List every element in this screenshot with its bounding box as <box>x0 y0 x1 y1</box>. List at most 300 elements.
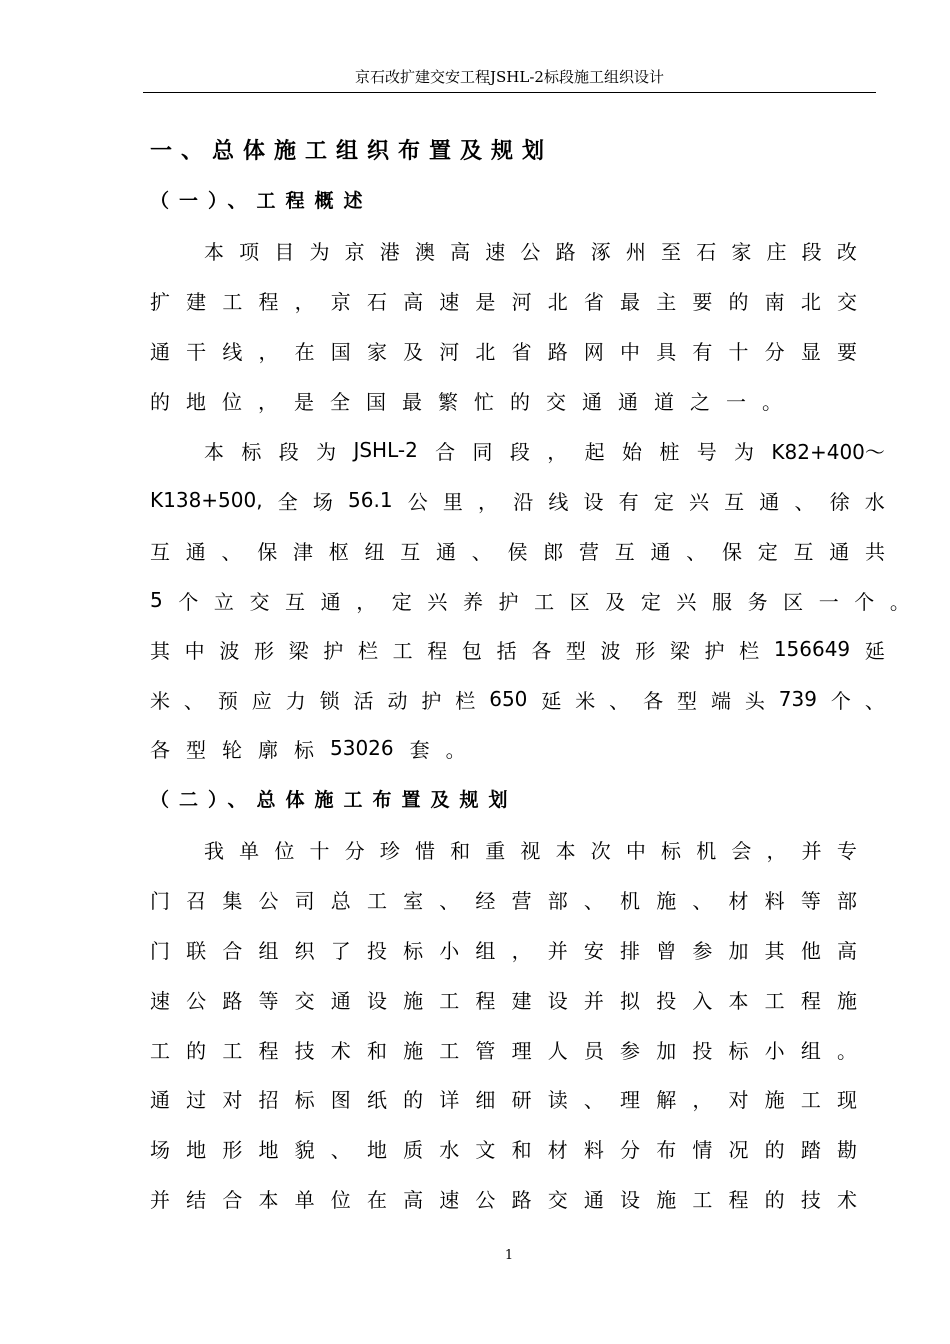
text-token: 轮 <box>222 737 242 762</box>
text-token: 对 <box>222 1087 243 1112</box>
text-token: 合 <box>222 1187 243 1212</box>
text-token: 场 <box>150 1137 170 1162</box>
text-token: 桩 <box>659 439 680 464</box>
text-token: 端 <box>710 688 731 713</box>
text-token: 研 <box>511 1087 532 1112</box>
text-token: 高 <box>403 1187 424 1212</box>
text-token: 施 <box>403 988 424 1013</box>
text-token: 53026 <box>330 736 394 760</box>
text-token: 的 <box>728 289 749 314</box>
text-token: 程 <box>475 988 496 1013</box>
text-token: 北 <box>800 289 821 314</box>
text-token: 招 <box>258 1087 279 1112</box>
page-number: 1 <box>504 1248 514 1263</box>
text-token: 我 <box>204 838 224 863</box>
text-token: 速 <box>150 988 170 1013</box>
text-token: 立 <box>213 589 234 614</box>
text-token: 通 <box>829 539 850 564</box>
text-token: 工 <box>366 888 387 913</box>
text-token: 徐 <box>829 489 850 514</box>
text-token: 国 <box>366 389 386 414</box>
text-token: 标 <box>403 938 424 963</box>
text-token: 中 <box>184 638 205 663</box>
text-token: 工 <box>150 1038 170 1063</box>
text-token: 区 <box>783 589 804 614</box>
text-token: 布 <box>656 1137 677 1162</box>
text-token: 十 <box>728 339 749 364</box>
text-token: 理 <box>511 1038 532 1063</box>
text-token: 对 <box>728 1087 749 1112</box>
text-token: 地 <box>258 1137 279 1162</box>
text-token: 护 <box>323 638 344 663</box>
text-token: 梁 <box>288 638 309 663</box>
text-token: 型 <box>186 737 206 762</box>
text-token: 具 <box>656 339 677 364</box>
text-token: 网 <box>583 339 604 364</box>
paragraph-line <box>150 634 885 664</box>
text-token: ， <box>294 289 315 314</box>
text-token: 并 <box>801 838 822 863</box>
text-token: 定 <box>757 539 778 564</box>
text-token: 通 <box>759 489 780 514</box>
text-token: 通 <box>650 539 671 564</box>
text-token: 标 <box>294 737 314 762</box>
text-token: 务 <box>747 589 768 614</box>
text-token: 况 <box>728 1137 749 1162</box>
text-token: 读 <box>547 1087 568 1112</box>
text-token: 套 <box>409 737 430 762</box>
paragraph-line <box>150 485 885 515</box>
text-token: 织 <box>294 938 315 963</box>
text-token: 的 <box>186 1038 207 1063</box>
text-token: 、 <box>183 688 204 713</box>
text-token: ， <box>692 1087 713 1112</box>
text-token: 要 <box>836 339 857 364</box>
text-token: 应 <box>251 688 272 713</box>
text-token: ， <box>547 439 568 464</box>
paragraph-line <box>150 285 857 315</box>
paragraph-line <box>150 1083 857 1113</box>
text-token: 标 <box>294 1087 315 1112</box>
text-token: 要 <box>692 289 713 314</box>
text-token: 了 <box>330 938 351 963</box>
text-token: 工 <box>222 289 243 314</box>
text-token: 护 <box>421 688 442 713</box>
text-token: 在 <box>366 1187 387 1212</box>
text-token: 改 <box>836 239 857 264</box>
text-token: 为 <box>316 439 337 464</box>
text-token: 河 <box>439 339 460 364</box>
text-token: 貌 <box>294 1137 315 1162</box>
text-token: 图 <box>330 1087 351 1112</box>
text-token: ， <box>766 838 787 863</box>
text-token: 工 <box>534 589 555 614</box>
text-token: 、 <box>794 489 815 514</box>
text-token: 机 <box>696 838 717 863</box>
text-token: 工 <box>692 1187 713 1212</box>
text-token: 料 <box>583 1137 604 1162</box>
text-token: 沿 <box>513 489 534 514</box>
text-token: 材 <box>728 888 749 913</box>
text-token: 。 <box>445 737 466 762</box>
text-token: 定 <box>391 589 412 614</box>
text-token: 公 <box>520 239 541 264</box>
text-token: 施 <box>656 888 677 913</box>
text-token: 及 <box>403 339 424 364</box>
text-token: 解 <box>656 1087 677 1112</box>
text-token: 公 <box>475 1187 496 1212</box>
text-token: 管 <box>475 1038 496 1063</box>
paragraph-line <box>150 1183 857 1213</box>
text-token: 梁 <box>669 638 690 663</box>
text-token: 的 <box>764 1137 785 1162</box>
text-token: 踏 <box>800 1137 821 1162</box>
text-token: 勘 <box>836 1137 857 1162</box>
text-token: 干 <box>186 339 207 364</box>
text-token: 侯 <box>507 539 528 564</box>
text-token: 工 <box>439 1038 460 1063</box>
text-token: 分 <box>764 339 785 364</box>
text-token: 位 <box>330 1187 351 1212</box>
text-token: 工 <box>800 1087 821 1112</box>
text-token: 涿 <box>590 239 611 264</box>
text-token: 投 <box>656 988 677 1013</box>
text-token: 加 <box>728 938 749 963</box>
text-token: 本 <box>728 988 749 1013</box>
text-token: 纸 <box>366 1087 387 1112</box>
text-token: 栏 <box>455 688 476 713</box>
text-token: 营 <box>579 539 599 564</box>
text-token: 营 <box>511 888 532 913</box>
text-token: 通 <box>330 988 351 1013</box>
text-token: 排 <box>620 938 641 963</box>
text-token: 细 <box>475 1087 496 1112</box>
text-token: 并 <box>150 1187 170 1212</box>
text-token: 投 <box>366 938 387 963</box>
text-token: 技 <box>294 1038 315 1063</box>
text-token: 程 <box>728 1187 749 1212</box>
text-token: 经 <box>475 888 496 913</box>
text-token: 并 <box>583 988 604 1013</box>
text-token: 互 <box>150 539 170 564</box>
paragraph-line <box>150 934 857 964</box>
text-token: 速 <box>439 1187 460 1212</box>
paragraph-line <box>150 335 857 365</box>
text-token: 和 <box>366 1038 387 1063</box>
text-token: 之 <box>690 389 710 414</box>
text-token: 项 <box>239 239 260 264</box>
paragraph-line <box>150 984 857 1014</box>
text-token: 至 <box>661 239 682 264</box>
text-token: 动 <box>387 688 408 713</box>
text-token: 国 <box>330 339 351 364</box>
text-token: 是 <box>294 389 314 414</box>
text-token: K82+400～ <box>771 439 885 464</box>
text-token: 视 <box>520 838 541 863</box>
text-token: ， <box>258 389 278 414</box>
text-token: 港 <box>379 239 400 264</box>
text-token: 始 <box>621 439 642 464</box>
text-token: 扩 <box>150 289 170 314</box>
text-token: 公 <box>186 988 207 1013</box>
text-token: 家 <box>366 339 387 364</box>
text-token: 最 <box>620 289 641 314</box>
text-token: 有 <box>692 339 713 364</box>
text-token: 文 <box>475 1137 496 1162</box>
text-token: 质 <box>403 1137 424 1162</box>
text-token: 波 <box>600 638 621 663</box>
text-token: 、 <box>471 539 492 564</box>
text-token: 力 <box>285 688 306 713</box>
text-token: 156649 <box>773 637 851 661</box>
text-token: 。 <box>836 1038 857 1063</box>
text-token: 石 <box>366 289 387 314</box>
paragraph-line <box>204 435 885 465</box>
text-token: 公 <box>258 888 279 913</box>
text-token: 详 <box>439 1087 460 1112</box>
text-token: 术 <box>836 1187 857 1212</box>
text-token: 的 <box>764 1187 785 1212</box>
text-token: 组 <box>475 938 496 963</box>
text-token: 总 <box>330 888 351 913</box>
text-token: 设 <box>547 988 568 1013</box>
paragraph-line <box>150 1034 857 1064</box>
text-token: 有 <box>618 489 639 514</box>
text-token: 单 <box>294 1187 315 1212</box>
text-token: 材 <box>547 1137 568 1162</box>
text-token: 津 <box>293 539 313 564</box>
text-token: 庄 <box>766 239 787 264</box>
subsection-heading-layout: （二）、总体施工布置及规划 <box>150 789 518 811</box>
text-token: 定 <box>653 489 674 514</box>
text-token: 地 <box>186 1137 207 1162</box>
text-token: 交 <box>546 389 566 414</box>
text-token: 本 <box>258 1187 279 1212</box>
text-token: 、 <box>692 888 713 913</box>
text-token: 参 <box>692 938 713 963</box>
text-token: 省 <box>511 339 532 364</box>
text-token: ， <box>258 339 279 364</box>
text-token: 工 <box>222 1038 243 1063</box>
text-token: 繁 <box>438 389 458 414</box>
text-token: 保 <box>722 539 742 564</box>
text-token: 标 <box>661 838 682 863</box>
text-token: 河 <box>511 289 532 314</box>
text-token: 兴 <box>676 589 697 614</box>
text-token: 的 <box>403 1087 424 1112</box>
text-token: 程 <box>427 638 448 663</box>
paragraph-line <box>150 535 885 565</box>
text-token: 线 <box>222 339 243 364</box>
text-token: 通 <box>583 1187 604 1212</box>
text-token: 互 <box>285 589 306 614</box>
text-token: 各 <box>531 638 552 663</box>
text-token: ， <box>511 938 532 963</box>
page-header: 京石改扩建交安工程JSHL-2标段施工组织设计 <box>143 64 876 93</box>
text-token: 延 <box>541 688 562 713</box>
text-token: 施 <box>656 1187 677 1212</box>
text-token: 本 <box>204 439 224 464</box>
text-token: 护 <box>704 638 725 663</box>
text-token: 形 <box>635 638 656 663</box>
text-token: 兴 <box>427 589 448 614</box>
text-token: 交 <box>836 289 857 314</box>
text-token: 延 <box>864 638 885 663</box>
text-token: 组 <box>800 1038 821 1063</box>
text-token: 最 <box>402 389 422 414</box>
text-token: 和 <box>450 838 471 863</box>
text-token: 锁 <box>319 688 340 713</box>
text-token: 设 <box>620 1187 641 1212</box>
text-token: 兴 <box>688 489 709 514</box>
text-token: 建 <box>511 988 532 1013</box>
text-token: 纽 <box>364 539 385 564</box>
text-token: 区 <box>569 589 590 614</box>
text-token: 路 <box>222 988 243 1013</box>
text-token: 括 <box>496 638 517 663</box>
text-token: 人 <box>547 1038 568 1063</box>
text-token: 程 <box>258 289 279 314</box>
text-token: 通 <box>320 589 341 614</box>
text-token: 小 <box>764 1038 785 1063</box>
text-token: 司 <box>294 888 315 913</box>
text-token: 枢 <box>328 539 349 564</box>
text-token: 650 <box>489 687 528 711</box>
text-token: 等 <box>800 888 821 913</box>
paragraph-line <box>150 884 857 914</box>
text-token: 号 <box>696 439 717 464</box>
text-token: 栏 <box>739 638 760 663</box>
text-token: 米 <box>575 688 596 713</box>
text-token: 通 <box>150 1087 170 1112</box>
paragraph-line <box>150 385 885 415</box>
text-token: 珍 <box>379 838 400 863</box>
text-token: 活 <box>353 688 374 713</box>
text-token: 合 <box>222 938 243 963</box>
text-token: 门 <box>150 888 170 913</box>
text-token: 栏 <box>357 638 378 663</box>
text-token: 理 <box>620 1087 641 1112</box>
text-token: 重 <box>485 838 506 863</box>
text-token: 一 <box>726 389 746 414</box>
text-token: 、 <box>583 888 604 913</box>
text-token: 交 <box>547 1187 568 1212</box>
text-token: 曾 <box>656 938 677 963</box>
text-token: 分 <box>620 1137 641 1162</box>
text-token: 段 <box>801 239 822 264</box>
text-token: ， <box>356 589 377 614</box>
text-token: 通 <box>582 389 602 414</box>
text-token: 各 <box>643 688 664 713</box>
text-token: 料 <box>764 888 785 913</box>
text-token: 设 <box>366 988 387 1013</box>
text-token: 工 <box>439 988 460 1013</box>
text-token: 南 <box>764 289 785 314</box>
text-token: 互 <box>400 539 421 564</box>
text-token: 和 <box>511 1137 532 1162</box>
text-token: 家 <box>731 239 752 264</box>
text-token: 是 <box>475 289 496 314</box>
text-token: 显 <box>800 339 821 364</box>
text-token: 互 <box>614 539 635 564</box>
text-token: 他 <box>800 938 821 963</box>
text-token: 。 <box>889 589 910 614</box>
text-token: 现 <box>836 1087 857 1112</box>
text-token: 、 <box>864 688 885 713</box>
text-token: ， <box>478 489 499 514</box>
subsection-heading-overview: （一）、工程概述 <box>150 190 373 212</box>
text-token: 部 <box>547 888 568 913</box>
text-token: 高 <box>450 239 471 264</box>
text-token: 目 <box>274 239 295 264</box>
text-token: 术 <box>330 1038 351 1063</box>
text-token: 结 <box>186 1187 207 1212</box>
text-token: 情 <box>692 1137 713 1162</box>
text-token: 包 <box>461 638 482 663</box>
text-token: 机 <box>620 888 641 913</box>
text-token: 通 <box>618 389 638 414</box>
text-token: 程 <box>258 1038 279 1063</box>
text-token: 程 <box>800 988 821 1013</box>
text-token: 地 <box>186 389 206 414</box>
text-token: 水 <box>439 1137 460 1162</box>
text-token: 拟 <box>620 988 641 1013</box>
text-token: 个 <box>830 688 851 713</box>
text-token: 中 <box>625 838 646 863</box>
text-token: 速 <box>439 289 460 314</box>
text-token: 服 <box>711 589 732 614</box>
text-token: 道 <box>654 389 674 414</box>
text-token: 其 <box>764 938 785 963</box>
text-token: 头 <box>744 688 765 713</box>
text-token: 定 <box>640 589 661 614</box>
text-token: 场 <box>312 489 333 514</box>
text-token: 交 <box>249 589 270 614</box>
text-token: 京 <box>344 239 365 264</box>
text-token: 标 <box>241 439 262 464</box>
text-token: 北 <box>475 339 496 364</box>
text-token: 高 <box>836 938 857 963</box>
text-token: 型 <box>677 688 698 713</box>
text-token: 联 <box>186 938 207 963</box>
paragraph-line <box>150 684 885 714</box>
paragraph-line <box>204 235 857 265</box>
text-token: 路 <box>547 339 568 364</box>
text-token: 分 <box>344 838 365 863</box>
text-token: 参 <box>620 1038 641 1063</box>
text-token: 及 <box>605 589 626 614</box>
text-token: JSHL-2 <box>353 438 418 462</box>
text-token: 京 <box>330 289 351 314</box>
text-token: 水 <box>864 489 885 514</box>
text-token: 召 <box>186 888 207 913</box>
text-token: 工 <box>764 988 785 1013</box>
text-token: 工 <box>392 638 413 663</box>
text-token: 的 <box>150 389 170 414</box>
text-token: 段 <box>278 439 299 464</box>
text-token: 、 <box>330 1137 351 1162</box>
text-token: 入 <box>692 988 713 1013</box>
text-token: 养 <box>462 589 483 614</box>
text-token: 里 <box>442 489 463 514</box>
text-token: 5 <box>150 588 163 612</box>
section-heading: 一、总体施工组织布置及规划 <box>150 139 554 164</box>
text-token: 路 <box>555 239 576 264</box>
text-token: 为 <box>734 439 755 464</box>
text-token: 加 <box>656 1038 677 1063</box>
text-token: 组 <box>258 938 279 963</box>
text-token: 个 <box>854 589 875 614</box>
